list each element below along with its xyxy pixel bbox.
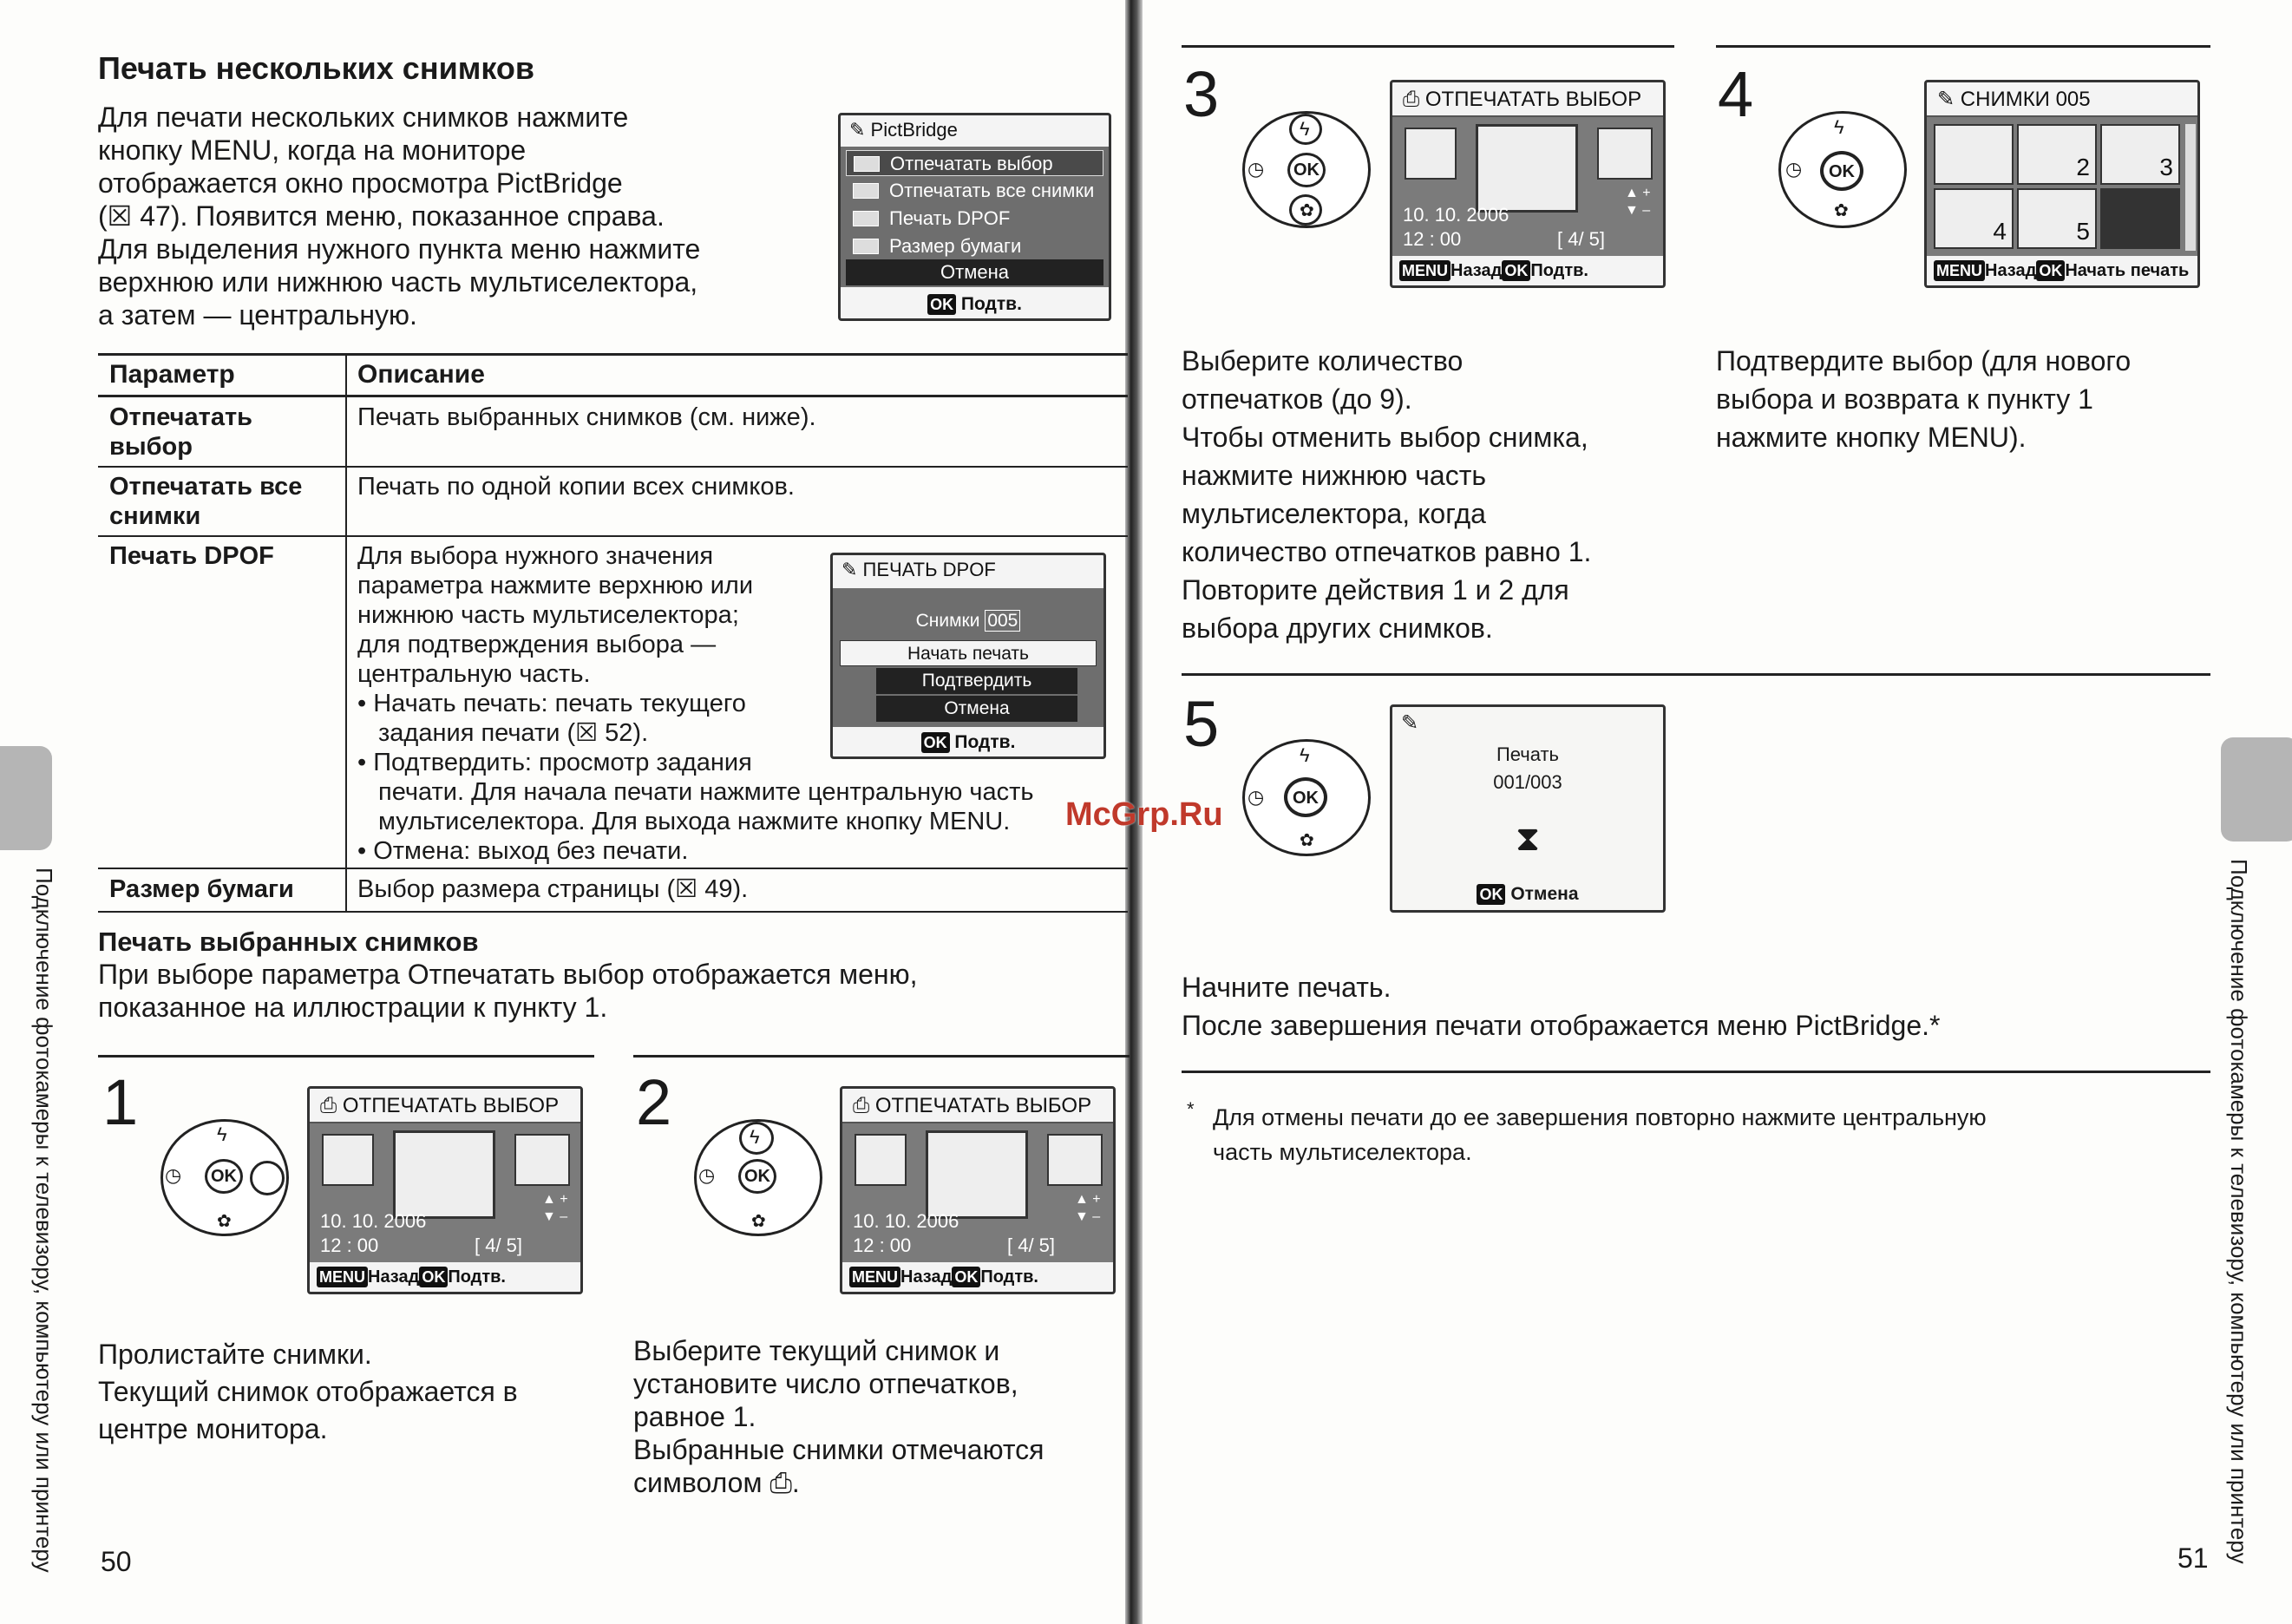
thumbnail[interactable]: [2100, 124, 2180, 185]
footnote-mark: *: [1187, 1098, 1195, 1120]
intro-line: Для печати нескольких снимков нажмите: [98, 102, 629, 133]
dpof-item-start-print[interactable]: Начать печать: [840, 640, 1097, 666]
print-select-screen: [840, 1086, 1116, 1294]
step-rule: [98, 1055, 594, 1058]
page-number: 50: [101, 1546, 132, 1577]
thumbnail[interactable]: [2017, 124, 2097, 185]
thumbnail[interactable]: [1934, 188, 2014, 249]
intro-line: (☒ 47). Появится меню, показанное справа.: [98, 200, 665, 232]
watermark: McGrp.Ru: [1065, 796, 1223, 833]
ok-button-icon: OK: [927, 294, 956, 315]
screen-title: ✎ СНИМКИ 005: [1927, 82, 2197, 117]
printing-progress: 001/003: [1493, 771, 1562, 793]
menu-item-paper-size[interactable]: Размер бумаги: [846, 233, 1103, 259]
screen-title: ⎙ ОТПЕЧАТАТЬ ВЫБОР: [310, 1089, 580, 1123]
pictbridge-icon: ✎: [849, 119, 871, 141]
side-chapter-text: Подключение фотокамеры к телевизору, компьютеру или принтеру: [31, 868, 57, 1573]
table-row-desc: Печать выбранных снимков (см. ниже).: [357, 403, 816, 431]
ok-button-icon: OK: [1502, 260, 1530, 281]
intro-line: кнопку MENU, когда на мониторе: [98, 134, 527, 166]
flash-icon: ϟ: [217, 1123, 227, 1145]
thumbnail-right: [1047, 1134, 1103, 1186]
footnote-rule: [1182, 1071, 2210, 1073]
printing-footer: OK Отмена: [1392, 884, 1663, 905]
page-title: Печать нескольких снимков: [98, 50, 534, 86]
intro-line: отображается окно просмотра PictBridge: [98, 167, 623, 199]
ok-button-icon: OK: [1477, 884, 1505, 905]
thumbnail-right: [1597, 128, 1653, 180]
flash-icon: ϟ: [1300, 118, 1310, 140]
side-chapter-text: Подключение фотокамеры к телевизору, компьютеру или принтеру: [2226, 859, 2252, 1564]
section-intro: При выборе параметра Отпечатать выбор отображается меню, показанное на иллюстрации к пункту 1.: [98, 959, 918, 1023]
thumbnail-left: [855, 1134, 907, 1186]
menu-button-icon: MENU: [1934, 260, 1985, 281]
dpof-menu-footer: OK Подтв.: [833, 732, 1103, 753]
screen-title: ⎙ ОТПЕЧАТАТЬ ВЫБОР: [1392, 82, 1663, 117]
table-header-rule: [98, 395, 1128, 397]
screen-footer: MENU Назад OK Подтв.: [842, 1262, 1113, 1292]
ok-button-icon: OK: [921, 732, 950, 753]
pictbridge-icon: ✎: [841, 559, 863, 580]
thumbnail-center: [393, 1130, 495, 1219]
step-number: 2: [636, 1066, 672, 1138]
flash-icon: ϟ: [750, 1126, 760, 1148]
self-timer-icon: ◷: [1248, 158, 1265, 180]
macro-icon: ✿: [217, 1212, 232, 1231]
grid-icon: [854, 156, 880, 172]
flash-icon: ϟ: [1300, 744, 1310, 766]
pictbridge-menu-title: ✎ PictBridge: [849, 119, 958, 141]
print-icon: ⎙: [1403, 88, 1425, 111]
screen-title: ⎙ ОТПЕЧАТАТЬ ВЫБОР: [842, 1089, 1113, 1123]
ok-button[interactable]: OK: [205, 1159, 243, 1194]
section-subtitle: Печать выбранных снимков: [98, 927, 479, 957]
highlight-right: [250, 1161, 285, 1195]
page-number: 51: [2177, 1542, 2209, 1574]
step-rule: [1182, 45, 1674, 48]
print-count: 3: [2159, 154, 2173, 180]
pictbridge-menu-screen: [838, 113, 1111, 321]
table-row-param: Отпечатать все снимки: [109, 473, 303, 530]
ok-button-icon: OK: [952, 1267, 980, 1287]
thumbnail-center: [926, 1130, 1028, 1219]
menu-button-icon: MENU: [317, 1267, 368, 1287]
ok-button-icon: OK: [419, 1267, 448, 1287]
table-row-desc: Для выбора нужного значения параметра нажмите верхнюю или нижнюю часть мультиселектора; для подтверждения выбора — центральную часть. • Начать печать: печать текущего задания печати (☒ 52). • Подтвердить: просмотр задания печати. Для начала печати нажмите центральную часть мультиселектора. Для выхода нажмите кнопку MENU. • Отмена: выход без печати.: [357, 542, 1034, 865]
dpof-item-confirm[interactable]: Подтвердить: [876, 668, 1077, 694]
ok-button[interactable]: OK: [1820, 151, 1863, 191]
menu-item-print-selection[interactable]: Отпечатать выбор: [846, 150, 1103, 176]
menu-item-print-dpof[interactable]: Печать DPOF: [846, 206, 1103, 232]
thumbnail-center: [1476, 124, 1578, 213]
screen-footer: MENU Назад OK Подтв.: [1392, 256, 1663, 285]
ok-button[interactable]: OK: [1287, 153, 1326, 187]
menu-item-print-all[interactable]: Отпечатать все снимки: [846, 178, 1103, 204]
self-timer-icon: ◷: [698, 1164, 716, 1186]
table-top-rule: [98, 353, 1128, 356]
dpof-icon: [853, 211, 879, 226]
side-tab: [0, 746, 52, 850]
thumbnail[interactable]: [1934, 124, 2014, 185]
print-count: 5: [2076, 218, 2090, 245]
quantity-arrows-icon: ▲ + ▼ –: [1625, 186, 1651, 218]
dpof-menu-title: ✎ ПЕЧАТЬ DPOF: [841, 559, 996, 580]
pictbridge-icon: ✎: [1937, 88, 1961, 111]
screen-date: 10. 10. 2006: [1403, 204, 1509, 226]
step-text: Начните печать. После завершения печати отображается меню PictBridge.*: [1182, 972, 1941, 1041]
screen-time: 12 : 00: [1403, 228, 1462, 250]
step-text: Выберите текущий снимок и установите число отпечатков, равное 1. Выбранные снимки отмечаются символом ⎙.: [633, 1335, 1044, 1498]
macro-icon: ✿: [751, 1212, 766, 1231]
footnote-text: Для отмены печати до ее завершения повторно нажмите центральную часть мультиселектора.: [1213, 1104, 1987, 1165]
step-text: Подтвердите выбор (для нового выбора и возврата к пункту 1 нажмите кнопку MENU).: [1716, 345, 2132, 453]
ok-button[interactable]: OK: [738, 1159, 776, 1194]
dpof-count: Снимки 005: [833, 611, 1103, 632]
macro-icon: ✿: [1300, 201, 1314, 220]
screen-footer: MENU Назад OK Подтв.: [310, 1262, 580, 1292]
step-rule: [1716, 45, 2210, 48]
side-tab: [2221, 737, 2292, 841]
print-count: 2: [2076, 154, 2090, 180]
table-bottom-rule: [98, 911, 1128, 913]
menu-item-cancel[interactable]: Отмена: [846, 259, 1103, 285]
dpof-item-cancel[interactable]: Отмена: [876, 696, 1077, 722]
intro-line: верхнюю или нижнюю часть мультиселектора,: [98, 266, 698, 298]
screen-counter: [ 4/ 5]: [1007, 1234, 1056, 1256]
print-select-screen: [1390, 80, 1666, 288]
print-icon: ⎙: [320, 1094, 343, 1117]
menu-button-icon: MENU: [849, 1267, 900, 1287]
printing-label: Печать: [1496, 743, 1560, 765]
table-row-rule: [98, 466, 1128, 468]
step-number: 3: [1183, 58, 1220, 130]
self-timer-icon: ◷: [165, 1164, 182, 1186]
screen-footer: MENU Назад OK Начать печать: [1927, 256, 2197, 285]
screen-time: 12 : 00: [320, 1234, 379, 1256]
thumbnail-right: [514, 1134, 570, 1186]
print-count: 4: [1993, 218, 2007, 245]
paper-icon: [853, 239, 879, 254]
flash-icon: ϟ: [1834, 116, 1844, 138]
step-number: 4: [1718, 58, 1754, 130]
empty-slot: [2100, 188, 2180, 249]
macro-icon: ✿: [1300, 831, 1314, 850]
table-row-param: Размер бумаги: [109, 875, 294, 903]
hourglass-icon: ⧗: [1515, 820, 1541, 858]
screen-date: 10. 10. 2006: [320, 1210, 427, 1232]
pictbridge-menu-body: [841, 147, 1109, 287]
pictbridge-menu-footer: OK Подтв.: [841, 294, 1109, 315]
menu-button-icon: MENU: [1399, 260, 1451, 281]
grid-icon: [853, 183, 879, 199]
table-row-rule: [98, 868, 1128, 869]
step-number: 1: [102, 1066, 139, 1138]
scrollbar[interactable]: [2185, 124, 2196, 251]
screen-date: 10. 10. 2006: [853, 1210, 959, 1232]
intro-line: а затем — центральную.: [98, 299, 417, 331]
printing-screen: [1390, 704, 1666, 913]
thumbnail[interactable]: [2017, 188, 2097, 249]
screen-counter: [ 4/ 5]: [1557, 228, 1606, 250]
table-row-param: Печать DPOF: [109, 542, 274, 570]
self-timer-icon: ◷: [1785, 158, 1803, 180]
table-row-param: Отпечатать выбор: [109, 403, 253, 461]
table-column-divider: [345, 353, 347, 912]
step-rule: [633, 1055, 1130, 1058]
print-select-screen: [307, 1086, 583, 1294]
screen-time: 12 : 00: [853, 1234, 912, 1256]
dpof-menu-screen: [830, 553, 1106, 759]
screen-counter: [ 4/ 5]: [475, 1234, 523, 1256]
step-text: Выберите количество отпечатков (до 9). Чтобы отменить выбор снимка, нажмите нижнюю часть мультиселектора, когда количество отпечатков равно 1. Повторите действия 1 и 2 для выбора других снимков.: [1182, 345, 1592, 644]
ok-button[interactable]: OK: [1284, 777, 1327, 817]
quantity-arrows-icon: ▲ + ▼ –: [542, 1192, 568, 1224]
step-text: Пролистайте снимки. Текущий снимок отображается в центре монитора.: [98, 1339, 518, 1444]
table-row-desc: Печать по одной копии всех снимков.: [357, 473, 795, 501]
table-header-desc: Описание: [357, 360, 485, 389]
intro-text: [98, 101, 809, 331]
step-rule: [1182, 673, 2210, 676]
pictbridge-icon: ✎: [1401, 711, 1419, 735]
intro-line: Для выделения нужного пункта меню нажмите: [98, 233, 701, 265]
snimki-screen: [1924, 80, 2200, 288]
self-timer-icon: ◷: [1248, 786, 1265, 808]
step-number: 5: [1183, 688, 1220, 760]
dpof-menu-body: [833, 588, 1103, 727]
quantity-arrows-icon: ▲ + ▼ –: [1075, 1192, 1101, 1224]
table-row-rule: [98, 535, 1128, 537]
table-row-desc: Выбор размера страницы (☒ 49).: [357, 875, 749, 903]
thumbnail-left: [322, 1134, 374, 1186]
print-icon: ⎙: [853, 1094, 875, 1117]
thumbnail-left: [1405, 128, 1457, 180]
macro-icon: ✿: [1834, 201, 1849, 220]
ok-button-icon: OK: [2036, 260, 2065, 281]
table-header-param: Параметр: [109, 360, 235, 389]
